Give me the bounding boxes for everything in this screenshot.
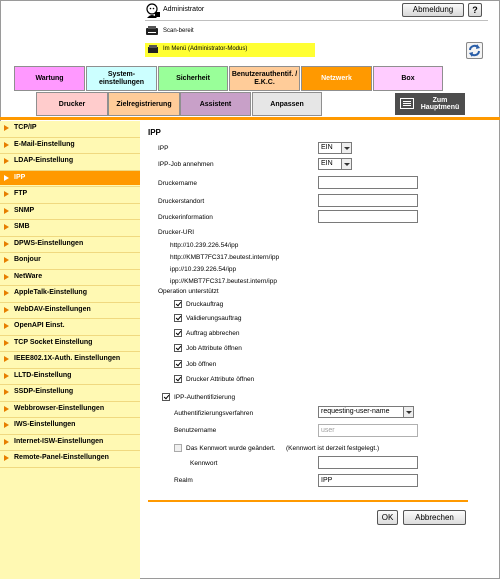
arrow-right-icon	[4, 142, 9, 148]
op-label: Job öffnen	[186, 361, 217, 368]
refresh-button[interactable]	[466, 42, 483, 59]
password-input[interactable]	[318, 456, 418, 469]
sidebar-item-label: Webbrowser-Einstellungen	[14, 404, 105, 412]
operations-label: Operation unterstützt	[158, 288, 219, 295]
cancel-button[interactable]: Abbrechen	[403, 510, 466, 525]
op-checkbox[interactable]	[174, 360, 182, 368]
arrow-right-icon	[4, 241, 9, 247]
tab-drucker[interactable]: Drucker	[36, 92, 108, 116]
username-input[interactable]: user	[318, 424, 418, 437]
sidebar-item-label: TCP/IP	[14, 124, 37, 131]
sidebar-divider	[0, 467, 140, 468]
help-button[interactable]: ?	[468, 3, 482, 17]
password-note: (Kennwort ist derzeit festgelegt.)	[286, 445, 380, 452]
arrow-right-icon	[4, 389, 9, 395]
main-menu-button[interactable]	[395, 93, 465, 115]
scanner-icon	[145, 25, 159, 37]
sidebar-item[interactable]	[0, 385, 140, 399]
realm-input[interactable]: IPP	[318, 474, 418, 487]
sidebar-item-label: OpenAPI Einst.	[14, 322, 65, 329]
sidebar-item-label: TCP Socket Einstellung	[14, 338, 93, 346]
tab-label: System- einstellungen	[98, 70, 145, 86]
ipp-auth-label: IPP-Authentifizierung	[174, 394, 236, 401]
arrow-right-icon	[4, 175, 9, 181]
sidebar-item-label: E-Mail-Einstellung	[14, 140, 75, 148]
arrow-right-icon	[4, 125, 9, 131]
tab-sicherheit[interactable]: Sicherheit	[158, 66, 228, 91]
username-label: Benutzername	[174, 427, 217, 434]
arrow-right-icon	[4, 323, 9, 329]
sidebar-item-label: NetWare	[14, 272, 43, 280]
arrow-right-icon	[4, 191, 9, 197]
sidebar-item[interactable]	[0, 336, 140, 350]
refresh-icon	[467, 43, 482, 58]
arrow-right-icon	[4, 307, 9, 313]
sidebar-item[interactable]	[0, 402, 140, 416]
tab-zielregistrierung[interactable]: Zielregistrierung	[108, 92, 180, 116]
sidebar-item[interactable]	[0, 270, 140, 284]
auth-method-value: requesting-user-name	[321, 408, 390, 415]
sidebar-item-label: SSDP-Einstellung	[14, 388, 74, 395]
user-name: Administrator	[163, 6, 205, 13]
sidebar-item[interactable]	[0, 154, 140, 168]
printer-location-input[interactable]	[318, 194, 418, 207]
sidebar-item-label: WebDAV-Einstellungen	[14, 305, 91, 313]
realm-label: Realm	[174, 477, 193, 484]
tab-divider	[0, 117, 500, 120]
mode-text: Im Menü (Administrator-Modus)	[163, 46, 248, 52]
ok-button[interactable]: OK	[377, 510, 398, 525]
op-label: Drucker Attribute öffnen	[186, 376, 255, 383]
sidebar-item[interactable]	[0, 121, 140, 135]
page-title: IPP	[148, 128, 161, 137]
sidebar-item-label: SNMP	[14, 206, 35, 214]
password-label: Kennwort	[190, 460, 218, 467]
arrow-right-icon	[4, 356, 9, 362]
status-text: Scan-bereit	[163, 28, 194, 34]
op-label: Validierungsauftrag	[186, 315, 242, 322]
sidebar-item-label: IPP	[14, 173, 26, 181]
printer-uri-1: http://10.239.226.54/ipp	[170, 242, 239, 249]
ipp-job-select[interactable]	[318, 158, 352, 170]
auth-method-label: Authentifizierungsverfahren	[174, 410, 254, 417]
logout-button[interactable]: Abmeldung	[402, 3, 464, 17]
arrow-right-icon	[4, 257, 9, 263]
sidebar-item[interactable]	[0, 220, 140, 234]
ipp-auth-checkbox[interactable]	[162, 393, 170, 401]
arrow-right-icon	[4, 158, 9, 164]
arrow-right-icon	[4, 373, 9, 379]
arrow-right-icon	[4, 290, 9, 296]
chevron-down-icon	[403, 407, 413, 417]
op-label: Auftrag abbrechen	[186, 330, 240, 337]
auth-method-select[interactable]	[318, 406, 414, 418]
password-changed-label: Das Kennwort wurde geändert.	[186, 445, 276, 452]
printer-uri-2: http://KMBT7FC317.beutest.intern/ipp	[170, 254, 280, 261]
arrow-right-icon	[4, 422, 9, 428]
sidebar-item-label: IEEE802.1X-Auth. Einstellungen	[14, 355, 121, 362]
sidebar-item-label: SMB	[14, 223, 30, 230]
printer-uri-3: ipp://10.239.226.54/ipp	[170, 266, 237, 273]
sidebar-item[interactable]	[0, 352, 140, 366]
tab-anpassen[interactable]: Anpassen	[252, 92, 322, 116]
ipp-select[interactable]	[318, 142, 352, 154]
tab-box[interactable]: Box	[373, 66, 443, 91]
arrow-right-icon	[4, 208, 9, 214]
arrow-right-icon	[4, 224, 9, 230]
ipp-job-label: IPP-Job annehmen	[158, 161, 214, 168]
sidebar-item[interactable]	[0, 187, 140, 201]
printer-location-label: Druckerstandort	[158, 198, 205, 205]
chevron-down-icon	[341, 143, 351, 153]
sidebar-item[interactable]	[0, 451, 140, 465]
printer-uri-label: Drucker-URI	[158, 229, 195, 236]
sidebar-item-label: IWS-Einstellungen	[14, 421, 76, 428]
arrow-right-icon	[4, 455, 9, 461]
password-changed-checkbox[interactable]	[174, 444, 182, 452]
sidebar-item[interactable]	[0, 237, 140, 251]
sidebar-item-label: FTP	[14, 190, 28, 197]
sidebar-item[interactable]	[0, 418, 140, 432]
sidebar-item[interactable]	[0, 319, 140, 333]
op-label: Job Attribute öffnen	[186, 345, 242, 352]
administrator-icon	[145, 3, 161, 19]
device-icon	[147, 44, 159, 55]
tab-benutzerauthentif[interactable]: Benutzerauthentif. / E.K.C.	[229, 66, 300, 91]
sidebar-item-label: AppleTalk-Einstellung	[14, 289, 87, 296]
op-label: Druckauftrag	[186, 301, 224, 308]
printer-name-input[interactable]	[318, 176, 418, 189]
sidebar-item[interactable]	[0, 286, 140, 300]
op-checkbox[interactable]	[174, 329, 182, 337]
sidebar-item-label: Bonjour	[14, 256, 41, 263]
sidebar-item[interactable]	[0, 369, 140, 383]
header-divider	[145, 20, 488, 21]
chevron-down-icon	[341, 159, 351, 169]
tab-systemeinstellungen[interactable]	[86, 66, 157, 91]
op-checkbox[interactable]	[174, 344, 182, 352]
printer-uri-4: ipp://KMBT7FC317.beutest.intern/ipp	[170, 278, 277, 285]
tab-wartung[interactable]: Wartung	[14, 66, 85, 91]
ipp-job-value: EIN	[321, 160, 333, 167]
sidebar-item[interactable]	[0, 435, 140, 449]
sidebar-item[interactable]	[0, 303, 140, 317]
sidebar-item[interactable]	[0, 253, 140, 267]
sidebar-item-label: DPWS-Einstellungen	[14, 239, 84, 247]
sidebar-item-label: Internet-ISW-Einstellungen	[14, 437, 104, 445]
arrow-right-icon	[4, 274, 9, 280]
sidebar-item-label: LDAP-Einstellung	[14, 157, 74, 164]
op-checkbox[interactable]	[174, 300, 182, 308]
sidebar-item[interactable]	[0, 204, 140, 218]
menu-icon	[400, 98, 414, 109]
tab-assistent[interactable]: Assistent	[180, 92, 251, 116]
main-menu-label: Zum Hauptmenü	[420, 97, 460, 111]
arrow-right-icon	[4, 439, 9, 445]
sidebar-item-label: LLTD-Einstellung	[14, 371, 72, 379]
sidebar-item-label: Remote-Panel-Einstellungen	[14, 454, 109, 461]
tab-netzwerk[interactable]: Netzwerk	[301, 66, 372, 91]
ipp-label: IPP	[158, 145, 169, 152]
op-checkbox[interactable]	[174, 375, 182, 383]
sidebar-item[interactable]	[0, 171, 140, 185]
arrow-right-icon	[4, 406, 9, 412]
sidebar-item[interactable]	[0, 138, 140, 152]
arrow-right-icon	[4, 340, 9, 346]
printer-name-label: Druckername	[158, 180, 198, 187]
ipp-value: EIN	[321, 144, 333, 151]
printer-info-input[interactable]	[318, 210, 418, 223]
printer-info-label: Druckerinformation	[158, 214, 213, 221]
form-divider	[148, 500, 468, 502]
op-checkbox[interactable]	[174, 314, 182, 322]
